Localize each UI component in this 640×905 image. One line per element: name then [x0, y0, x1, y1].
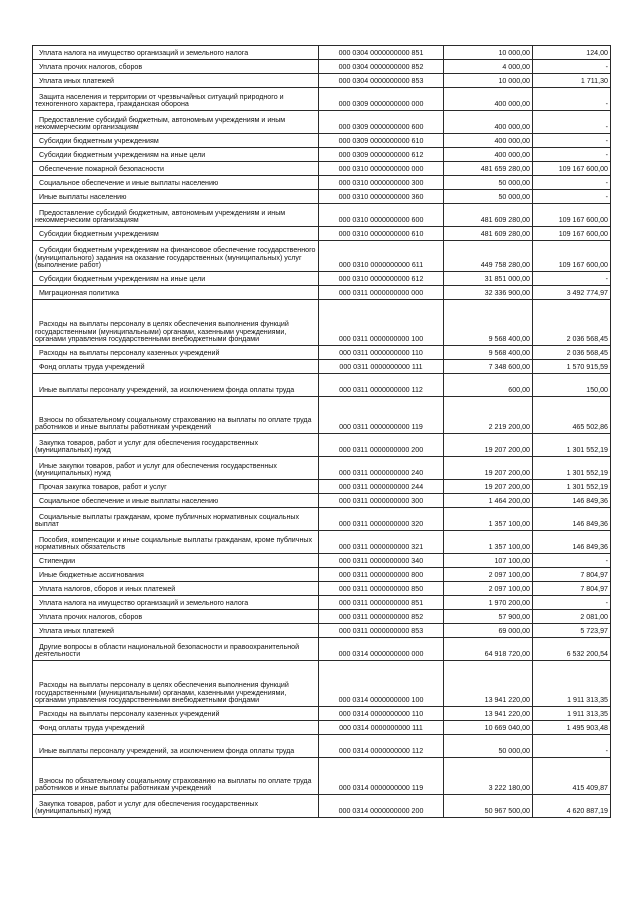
table-row — [33, 176, 611, 190]
expense-name-cell: Субсидии бюджетным учреждениям на финансовое обеспечение государственного (муниципального) задания на оказание государственных (муниципальных) услуг (выполнение работ) — [33, 241, 319, 272]
expense-name-cell: Фонд оплаты труда учреждений — [33, 721, 319, 735]
table-row — [33, 286, 611, 300]
executed-amount-cell: - — [533, 272, 611, 286]
executed-amount-cell: - — [533, 735, 611, 758]
expense-name-cell: Расходы на выплаты персоналу в целях обеспечения выполнения функций государственными (муниципальными) органами, казенными учреждениями, органами управления государственными внебюджетными фондами — [33, 661, 319, 707]
expense-name-cell: Взносы по обязательному социальному страхованию на выплаты по оплате труда работников и иные выплаты работникам учреждений — [33, 397, 319, 434]
executed-amount-cell: - — [533, 134, 611, 148]
approved-amount-cell: 64 918 720,00 — [444, 638, 533, 661]
executed-amount-cell: 1 911 313,35 — [533, 707, 611, 721]
budget-code-cell: 000 0309 0000000000 600 — [319, 111, 444, 134]
budget-code-cell: 000 0314 0000000000 100 — [319, 661, 444, 707]
approved-amount-cell: 400 000,00 — [444, 148, 533, 162]
approved-amount-cell: 400 000,00 — [444, 134, 533, 148]
table-row — [33, 457, 611, 480]
executed-amount-cell: 1 301 552,19 — [533, 434, 611, 457]
table-row — [33, 74, 611, 88]
expense-name-cell: Иные закупки товаров, работ и услуг для обеспечения государственных (муниципальных) нужд — [33, 457, 319, 480]
budget-code-cell: 000 0311 0000000000 300 — [319, 494, 444, 508]
executed-amount-cell: 1 570 915,59 — [533, 360, 611, 374]
approved-amount-cell: 50 000,00 — [444, 735, 533, 758]
executed-amount-cell: 7 804,97 — [533, 568, 611, 582]
table-row — [33, 596, 611, 610]
approved-amount-cell: 2 219 200,00 — [444, 397, 533, 434]
budget-code-cell: 000 0304 0000000000 852 — [319, 60, 444, 74]
approved-amount-cell: 481 609 280,00 — [444, 227, 533, 241]
approved-amount-cell: 4 000,00 — [444, 60, 533, 74]
expense-name-cell: Уплата иных платежей — [33, 74, 319, 88]
expense-name-cell: Уплата налога на имущество организаций и земельного налога — [33, 596, 319, 610]
expense-name-cell: Закупка товаров, работ и услуг для обеспечения государственных (муниципальных) нужд — [33, 434, 319, 457]
expense-name-cell: Миграционная политика — [33, 286, 319, 300]
expense-name-cell: Уплата иных платежей — [33, 624, 319, 638]
table-row — [33, 624, 611, 638]
budget-code-cell: 000 0311 0000000000 112 — [319, 374, 444, 397]
table-row — [33, 661, 611, 707]
table-row — [33, 610, 611, 624]
expense-name-cell: Уплата прочих налогов, сборов — [33, 610, 319, 624]
budget-code-cell: 000 0311 0000000000 850 — [319, 582, 444, 596]
budget-code-cell: 000 0309 0000000000 612 — [319, 148, 444, 162]
table-body — [33, 46, 611, 818]
table-row — [33, 162, 611, 176]
table-row — [33, 300, 611, 346]
budget-execution-table — [32, 45, 611, 818]
table-row — [33, 111, 611, 134]
approved-amount-cell: 481 609 280,00 — [444, 204, 533, 227]
expense-name-cell: Расходы на выплаты персоналу казенных учреждений — [33, 707, 319, 721]
budget-code-cell: 000 0311 0000000000 853 — [319, 624, 444, 638]
executed-amount-cell: 2 036 568,45 — [533, 300, 611, 346]
executed-amount-cell: 465 502,86 — [533, 397, 611, 434]
budget-code-cell: 000 0311 0000000000 200 — [319, 434, 444, 457]
budget-code-cell: 000 0309 0000000000 000 — [319, 88, 444, 111]
budget-code-cell: 000 0311 0000000000 852 — [319, 610, 444, 624]
table-row — [33, 204, 611, 227]
approved-amount-cell: 400 000,00 — [444, 111, 533, 134]
expense-name-cell: Социальное обеспечение и иные выплаты населению — [33, 494, 319, 508]
budget-code-cell: 000 0310 0000000000 360 — [319, 190, 444, 204]
budget-code-cell: 000 0310 0000000000 300 — [319, 176, 444, 190]
budget-code-cell: 000 0311 0000000000 800 — [319, 568, 444, 582]
expense-name-cell: Защита населения и территории от чрезвычайных ситуаций природного и техногенного характера, гражданская оборона — [33, 88, 319, 111]
expense-name-cell: Уплата налога на имущество организаций и земельного налога — [33, 46, 319, 60]
approved-amount-cell: 600,00 — [444, 374, 533, 397]
executed-amount-cell: - — [533, 176, 611, 190]
budget-code-cell: 000 0314 0000000000 112 — [319, 735, 444, 758]
table-row — [33, 494, 611, 508]
approved-amount-cell: 19 207 200,00 — [444, 457, 533, 480]
table-row — [33, 227, 611, 241]
executed-amount-cell: - — [533, 148, 611, 162]
executed-amount-cell: 150,00 — [533, 374, 611, 397]
approved-amount-cell: 13 941 220,00 — [444, 707, 533, 721]
executed-amount-cell: 146 849,36 — [533, 494, 611, 508]
budget-report-page — [32, 45, 611, 818]
budget-code-cell: 000 0311 0000000000 110 — [319, 346, 444, 360]
executed-amount-cell: - — [533, 554, 611, 568]
executed-amount-cell: 109 167 600,00 — [533, 162, 611, 176]
table-row — [33, 346, 611, 360]
approved-amount-cell: 69 000,00 — [444, 624, 533, 638]
approved-amount-cell: 449 758 280,00 — [444, 241, 533, 272]
approved-amount-cell: 13 941 220,00 — [444, 661, 533, 707]
approved-amount-cell: 2 097 100,00 — [444, 582, 533, 596]
table-row — [33, 190, 611, 204]
budget-code-cell: 000 0304 0000000000 853 — [319, 74, 444, 88]
executed-amount-cell: 3 492 774,97 — [533, 286, 611, 300]
budget-code-cell: 000 0314 0000000000 110 — [319, 707, 444, 721]
executed-amount-cell: - — [533, 111, 611, 134]
budget-code-cell: 000 0314 0000000000 111 — [319, 721, 444, 735]
expense-name-cell: Расходы на выплаты персоналу казенных учреждений — [33, 346, 319, 360]
approved-amount-cell: 481 659 280,00 — [444, 162, 533, 176]
executed-amount-cell: 1 711,30 — [533, 74, 611, 88]
budget-code-cell: 000 0311 0000000000 240 — [319, 457, 444, 480]
approved-amount-cell: 10 000,00 — [444, 46, 533, 60]
expense-name-cell: Уплата прочих налогов, сборов — [33, 60, 319, 74]
expense-name-cell: Субсидии бюджетным учреждениям — [33, 227, 319, 241]
expense-name-cell: Уплата налогов, сборов и иных платежей — [33, 582, 319, 596]
table-row — [33, 241, 611, 272]
approved-amount-cell: 1 357 100,00 — [444, 508, 533, 531]
executed-amount-cell: 1 301 552,19 — [533, 457, 611, 480]
executed-amount-cell: 6 532 200,54 — [533, 638, 611, 661]
executed-amount-cell: 124,00 — [533, 46, 611, 60]
executed-amount-cell: 5 723,97 — [533, 624, 611, 638]
budget-code-cell: 000 0310 0000000000 611 — [319, 241, 444, 272]
budget-code-cell: 000 0314 0000000000 000 — [319, 638, 444, 661]
expense-name-cell: Взносы по обязательному социальному страхованию на выплаты по оплате труда работников и иные выплаты работникам учреждений — [33, 758, 319, 795]
table-row — [33, 397, 611, 434]
budget-code-cell: 000 0311 0000000000 321 — [319, 531, 444, 554]
table-row — [33, 508, 611, 531]
expense-name-cell: Субсидии бюджетным учреждениям на иные цели — [33, 272, 319, 286]
approved-amount-cell: 1 970 200,00 — [444, 596, 533, 610]
budget-code-cell: 000 0311 0000000000 000 — [319, 286, 444, 300]
expense-name-cell: Фонд оплаты труда учреждений — [33, 360, 319, 374]
executed-amount-cell: 1 911 313,35 — [533, 661, 611, 707]
budget-code-cell: 000 0311 0000000000 340 — [319, 554, 444, 568]
executed-amount-cell: 2 036 568,45 — [533, 346, 611, 360]
table-row — [33, 795, 611, 818]
budget-code-cell: 000 0311 0000000000 119 — [319, 397, 444, 434]
executed-amount-cell: 1 301 552,19 — [533, 480, 611, 494]
table-row — [33, 46, 611, 60]
executed-amount-cell: 146 849,36 — [533, 508, 611, 531]
approved-amount-cell: 50 000,00 — [444, 190, 533, 204]
expense-name-cell: Обеспечение пожарной безопасности — [33, 162, 319, 176]
approved-amount-cell: 9 568 400,00 — [444, 346, 533, 360]
table-row — [33, 758, 611, 795]
executed-amount-cell: 109 167 600,00 — [533, 227, 611, 241]
expense-name-cell: Иные бюджетные ассигнования — [33, 568, 319, 582]
expense-name-cell: Социальное обеспечение и иные выплаты населению — [33, 176, 319, 190]
expense-name-cell: Субсидии бюджетным учреждениям на иные цели — [33, 148, 319, 162]
expense-name-cell: Иные выплаты персоналу учреждений, за исключением фонда оплаты труда — [33, 735, 319, 758]
executed-amount-cell: 415 409,87 — [533, 758, 611, 795]
approved-amount-cell: 400 000,00 — [444, 88, 533, 111]
approved-amount-cell: 1 464 200,00 — [444, 494, 533, 508]
approved-amount-cell: 1 357 100,00 — [444, 531, 533, 554]
expense-name-cell: Пособия, компенсации и иные социальные выплаты гражданам, кроме публичных нормативных обязательств — [33, 531, 319, 554]
table-row — [33, 60, 611, 74]
executed-amount-cell: - — [533, 88, 611, 111]
executed-amount-cell: 4 620 887,19 — [533, 795, 611, 818]
table-row — [33, 88, 611, 111]
budget-code-cell: 000 0311 0000000000 320 — [319, 508, 444, 531]
approved-amount-cell: 31 851 000,00 — [444, 272, 533, 286]
approved-amount-cell: 19 207 200,00 — [444, 434, 533, 457]
budget-code-cell: 000 0314 0000000000 119 — [319, 758, 444, 795]
executed-amount-cell: 109 167 600,00 — [533, 241, 611, 272]
table-row — [33, 148, 611, 162]
approved-amount-cell: 32 336 900,00 — [444, 286, 533, 300]
table-row — [33, 707, 611, 721]
budget-code-cell: 000 0310 0000000000 612 — [319, 272, 444, 286]
executed-amount-cell: 1 495 903,48 — [533, 721, 611, 735]
approved-amount-cell: 107 100,00 — [444, 554, 533, 568]
executed-amount-cell: 146 849,36 — [533, 531, 611, 554]
table-row — [33, 434, 611, 457]
budget-code-cell: 000 0310 0000000000 610 — [319, 227, 444, 241]
approved-amount-cell: 10 669 040,00 — [444, 721, 533, 735]
expense-name-cell: Другие вопросы в области национальной безопасности и правоохранительной деятельности — [33, 638, 319, 661]
executed-amount-cell: 7 804,97 — [533, 582, 611, 596]
approved-amount-cell: 50 967 500,00 — [444, 795, 533, 818]
expense-name-cell: Прочая закупка товаров, работ и услуг — [33, 480, 319, 494]
table-row — [33, 374, 611, 397]
executed-amount-cell: - — [533, 190, 611, 204]
approved-amount-cell: 57 900,00 — [444, 610, 533, 624]
executed-amount-cell: 109 167 600,00 — [533, 204, 611, 227]
approved-amount-cell: 7 348 600,00 — [444, 360, 533, 374]
budget-code-cell: 000 0311 0000000000 111 — [319, 360, 444, 374]
executed-amount-cell: - — [533, 596, 611, 610]
budget-code-cell: 000 0309 0000000000 610 — [319, 134, 444, 148]
executed-amount-cell: 2 081,00 — [533, 610, 611, 624]
table-row — [33, 582, 611, 596]
expense-name-cell: Предоставление субсидий бюджетным, автономным учреждениям и иным некоммерческим организациям — [33, 204, 319, 227]
table-row — [33, 480, 611, 494]
expense-name-cell: Иные выплаты населению — [33, 190, 319, 204]
expense-name-cell: Социальные выплаты гражданам, кроме публичных нормативных социальных выплат — [33, 508, 319, 531]
expense-name-cell: Предоставление субсидий бюджетным, автономным учреждениям и иным некоммерческим организациям — [33, 111, 319, 134]
table-row — [33, 531, 611, 554]
table-row — [33, 735, 611, 758]
expense-name-cell: Субсидии бюджетным учреждениям — [33, 134, 319, 148]
executed-amount-cell: - — [533, 60, 611, 74]
expense-name-cell: Расходы на выплаты персоналу в целях обеспечения выполнения функций государственными (муниципальными) органами, казенными учреждениями, органами управления государственными внебюджетными фондами — [33, 300, 319, 346]
approved-amount-cell: 19 207 200,00 — [444, 480, 533, 494]
approved-amount-cell: 50 000,00 — [444, 176, 533, 190]
budget-code-cell: 000 0314 0000000000 200 — [319, 795, 444, 818]
expense-name-cell: Закупка товаров, работ и услуг для обеспечения государственных (муниципальных) нужд — [33, 795, 319, 818]
budget-code-cell: 000 0311 0000000000 244 — [319, 480, 444, 494]
budget-code-cell: 000 0311 0000000000 100 — [319, 300, 444, 346]
budget-code-cell: 000 0304 0000000000 851 — [319, 46, 444, 60]
budget-code-cell: 000 0310 0000000000 000 — [319, 162, 444, 176]
table-row — [33, 554, 611, 568]
table-row — [33, 272, 611, 286]
table-row — [33, 721, 611, 735]
approved-amount-cell: 2 097 100,00 — [444, 568, 533, 582]
table-row — [33, 568, 611, 582]
approved-amount-cell: 3 222 180,00 — [444, 758, 533, 795]
budget-code-cell: 000 0311 0000000000 851 — [319, 596, 444, 610]
expense-name-cell: Стипендии — [33, 554, 319, 568]
approved-amount-cell: 10 000,00 — [444, 74, 533, 88]
table-row — [33, 134, 611, 148]
approved-amount-cell: 9 568 400,00 — [444, 300, 533, 346]
table-row — [33, 360, 611, 374]
budget-code-cell: 000 0310 0000000000 600 — [319, 204, 444, 227]
expense-name-cell: Иные выплаты персоналу учреждений, за исключением фонда оплаты труда — [33, 374, 319, 397]
table-row — [33, 638, 611, 661]
